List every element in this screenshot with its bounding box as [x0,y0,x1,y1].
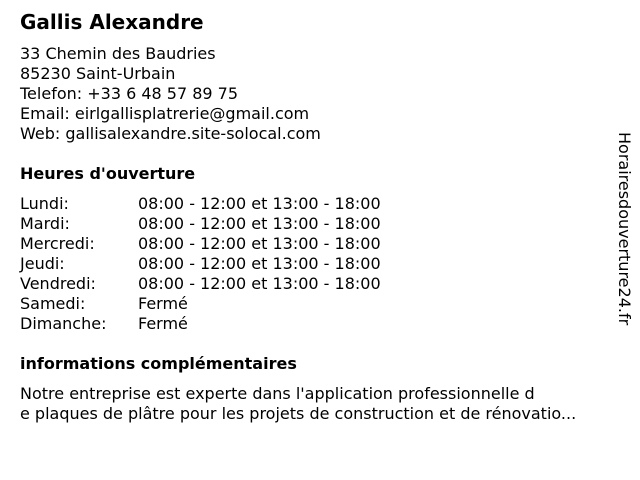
contact-block [20,44,321,144]
site-watermark: Horairesdouverture24.fr [615,132,634,326]
info-description [20,384,630,424]
info-line-2: e plaques de plâtre pour les projets de construction et de rénovatio... [20,404,577,423]
hours-row-monday [20,194,381,214]
hours-row-sunday [20,314,381,334]
day-label: Dimanche: [20,314,107,333]
address-line-2: 85230 Saint-Urbain [20,64,176,83]
hours-row-wednesday [20,234,381,254]
web-text: Web: gallisalexandre.site-solocal.com [20,124,321,143]
day-label: Samedi: [20,294,86,313]
hours-row-thursday [20,254,381,274]
hours-heading: Heures d'ouverture [20,164,196,183]
day-label: Lundi: [20,194,69,213]
address-line-1: 33 Chemin des Baudries [20,44,216,63]
day-label: Mercredi: [20,234,95,253]
business-name: Gallis Alexandre [20,10,204,34]
day-hours: 08:00 - 12:00 et 13:00 - 18:00 [138,274,381,293]
hours-table [20,194,381,334]
email-text: Email: eirlgallisplatrerie@gmail.com [20,104,310,123]
day-hours: 08:00 - 12:00 et 13:00 - 18:00 [138,254,381,273]
day-label: Mardi: [20,214,70,233]
day-label: Vendredi: [20,274,96,293]
day-hours: Fermé [138,314,188,333]
info-heading: informations complémentaires [20,354,297,373]
day-hours: 08:00 - 12:00 et 13:00 - 18:00 [138,234,381,253]
day-hours: 08:00 - 12:00 et 13:00 - 18:00 [138,214,381,233]
hours-row-friday [20,274,381,294]
hours-row-saturday [20,294,381,314]
phone-text: Telefon: +33 6 48 57 89 75 [20,84,239,103]
info-line-1: Notre entreprise est experte dans l'application professionnelle d [20,384,535,403]
day-label: Jeudi: [20,254,65,273]
hours-row-tuesday [20,214,381,234]
day-hours: Fermé [138,294,188,313]
day-hours: 08:00 - 12:00 et 13:00 - 18:00 [138,194,381,213]
